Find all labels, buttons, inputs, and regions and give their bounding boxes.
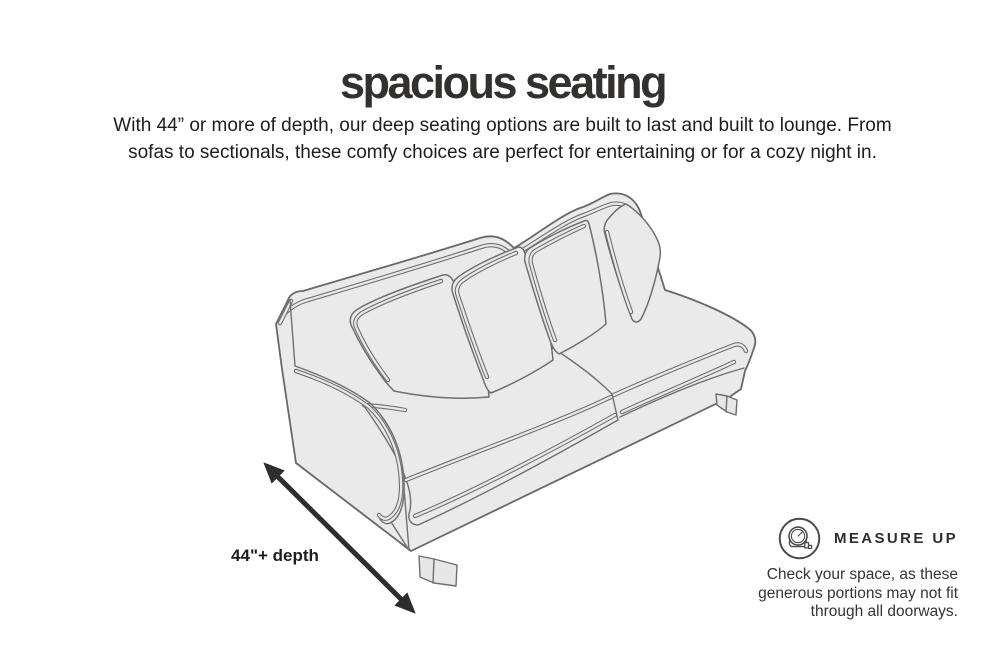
measure-up-callout: [726, 516, 958, 622]
depth-dimension-label: 44"+ depth: [231, 546, 319, 565]
page-title: spacious seating: [339, 57, 666, 108]
sofa-line-drawing: [225, 180, 785, 645]
measure-up-header: [726, 516, 958, 560]
sofa-body: [276, 193, 755, 586]
intro-text: With 44” or more of depth, our deep seating options are built to last and built to lounge. From sofas to sectionals, these comfy choices are perfect for entertaining or for a cozy night in.: [113, 115, 892, 163]
measure-up-title: MEASURE UP: [833, 529, 958, 547]
measure-up-note: Check your space, as these generous portions may not fit through all doorways.: [758, 566, 958, 620]
tape-measure-icon: [778, 517, 821, 560]
